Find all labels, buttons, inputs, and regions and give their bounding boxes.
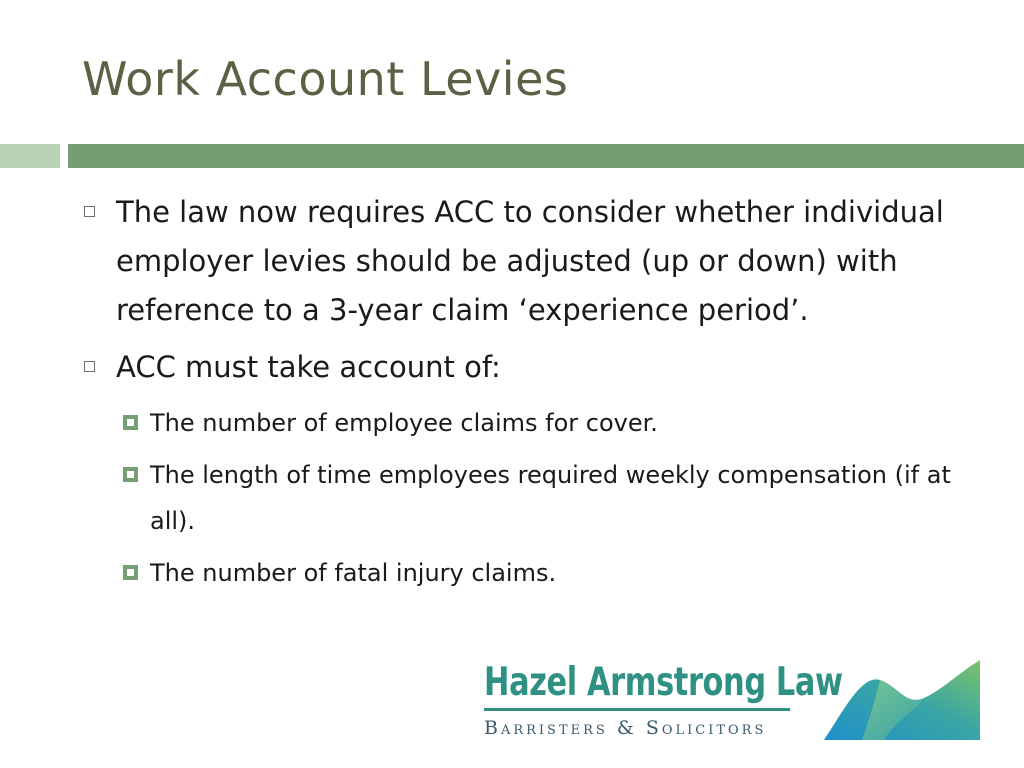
logo-underline [484,708,790,711]
hollow-square-icon [84,361,95,372]
hollow-square-icon [84,206,95,217]
filled-square-icon [123,415,138,430]
bullet-text: The law now requires ACC to consider whether individual employer levies should be adjusted (up or down) with reference to a 3-year claim ‘experience period’. [116,195,944,327]
accent-bar-light [0,144,60,168]
logo-tagline: Barristers & Solicitors [484,717,767,739]
firm-logo [476,660,986,744]
slide-content [78,188,958,602]
sub-bullet-item [78,452,958,544]
filled-square-icon [123,467,138,482]
sub-bullet-text: The number of employee claims for cover. [150,409,658,437]
sub-bullet-item [78,400,958,446]
sub-bullet-item [78,550,958,596]
bullet-item [78,343,958,392]
sub-bullet-text: The length of time employees required weekly compensation (if at all). [150,461,951,535]
slide-title: Work Account Levies [82,52,569,106]
sub-bullet-list [78,400,958,596]
bullet-item [78,188,958,335]
logo-name: Hazel Armstrong Law [484,660,843,705]
bullet-text: ACC must take account of: [116,350,501,384]
sub-bullet-text: The number of fatal injury claims. [150,559,557,587]
mountain-logo-icon [822,660,982,742]
filled-square-icon [123,565,138,580]
accent-bar-dark [68,144,1024,168]
